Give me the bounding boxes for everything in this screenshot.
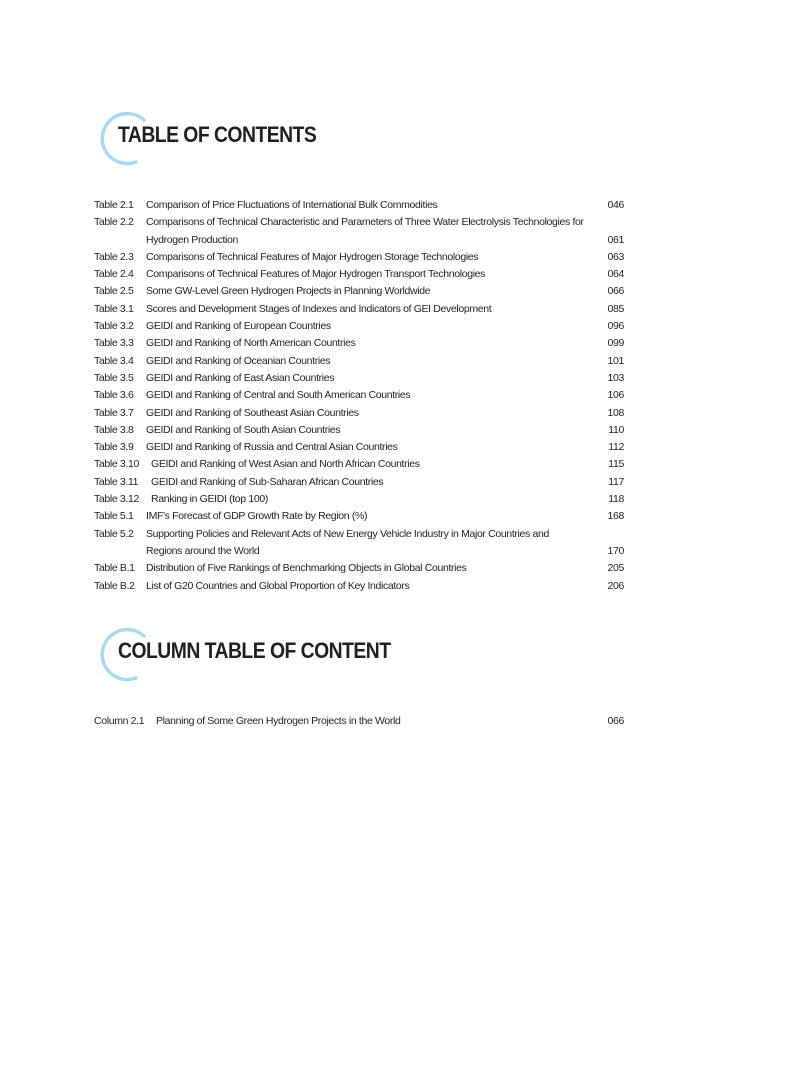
entry-label: Table B.1 <box>94 562 135 575</box>
entry-title: GEIDI and Ranking of Russia and Central Asian Countries <box>146 441 398 454</box>
entry-page-number: 112 <box>608 441 624 454</box>
entry-title: GEIDI and Ranking of Oceanian Countries <box>146 354 331 367</box>
entry-page-number: 101 <box>607 354 624 367</box>
toc-entry[interactable] <box>94 405 624 422</box>
entry-label: Table 3.5 <box>94 371 134 384</box>
entry-title: Comparisons of Technical Features of Major Hydrogen Storage Technologies <box>146 250 479 263</box>
entry-page-number: 061 <box>607 233 624 246</box>
entry-title: Scores and Development Stages of Indexes and Indicators of GEI Development <box>146 302 492 315</box>
entry-label: Table B.2 <box>94 579 135 592</box>
toc-entry[interactable] <box>94 491 624 508</box>
column-toc-list <box>94 713 624 730</box>
toc-entry[interactable] <box>94 283 624 300</box>
entry-page-number: 064 <box>607 268 624 281</box>
toc-entry[interactable] <box>94 335 624 352</box>
toc-entry[interactable] <box>94 439 624 456</box>
entry-title: GEIDI and Ranking of Central and South American Countries <box>146 389 411 402</box>
entry-label: Table 2.4 <box>94 268 134 281</box>
toc-entry[interactable] <box>94 353 624 370</box>
entry-label: Table 3.6 <box>94 389 134 402</box>
entry-label: Table 3.8 <box>94 423 134 436</box>
entry-page-number: 108 <box>607 406 624 419</box>
toc-entry[interactable] <box>94 197 624 214</box>
toc-entry[interactable] <box>94 508 624 525</box>
entry-title: Planning of Some Green Hydrogen Projects in the World <box>156 715 401 727</box>
entry-title: Ranking in GEIDI (top 100) <box>151 493 268 506</box>
toc-entry[interactable] <box>94 370 624 387</box>
entry-page-number: 115 <box>608 458 624 471</box>
entry-title: List of G20 Countries and Global Proportion of Key Indicators <box>146 579 410 592</box>
entry-page-number: 106 <box>607 389 624 402</box>
entry-label: Table 2.2 <box>94 216 134 229</box>
entry-page-number: 099 <box>607 337 624 350</box>
entry-label: Table 2.5 <box>94 285 134 298</box>
toc-entry[interactable] <box>94 713 624 730</box>
entry-label: Table 3.10 <box>94 458 139 471</box>
toc-entry[interactable] <box>94 318 624 335</box>
entry-title: Some GW-Level Green Hydrogen Projects in Planning Worldwide <box>146 285 431 298</box>
entry-label: Column 2.1 <box>94 715 145 727</box>
entry-page-number: 063 <box>607 250 624 263</box>
entry-page-number: 206 <box>607 579 624 592</box>
entry-page-number: 085 <box>607 302 624 315</box>
entry-label: Table 3.1 <box>94 302 134 315</box>
entry-title: GEIDI and Ranking of Southeast Asian Countries <box>146 406 359 419</box>
entry-title: GEIDI and Ranking of South Asian Countries <box>146 423 341 436</box>
toc-entry[interactable] <box>94 301 624 318</box>
toc-list <box>94 197 624 595</box>
entry-label: Table 3.4 <box>94 354 134 367</box>
toc-entry[interactable] <box>94 526 624 561</box>
entry-label: Table 2.3 <box>94 250 134 263</box>
entry-label: Table 3.11 <box>94 475 139 488</box>
entry-page-number: 066 <box>607 285 624 298</box>
toc-entry[interactable] <box>94 266 624 283</box>
entry-title: GEIDI and Ranking of North American Countries <box>146 337 356 350</box>
entry-label: Table 3.9 <box>94 441 134 454</box>
toc-title: TABLE OF CONTENTS <box>118 122 317 147</box>
toc-entry[interactable] <box>94 578 624 595</box>
entry-label: Table 2.1 <box>94 199 134 211</box>
entry-page-number: 066 <box>607 715 624 727</box>
entry-label: Table 3.7 <box>94 406 134 419</box>
entry-page-number: 170 <box>607 544 624 557</box>
toc-entry[interactable] <box>94 422 624 439</box>
entry-title: Comparisons of Technical Features of Major Hydrogen Transport Technologies <box>146 268 486 281</box>
toc-heading <box>94 112 594 172</box>
entry-title: IMF's Forecast of GDP Growth Rate by Region (%) <box>146 510 368 523</box>
toc-entry[interactable] <box>94 560 624 577</box>
entry-label: Table 3.12 <box>94 493 139 506</box>
entry-label: Table 5.1 <box>94 510 134 523</box>
toc-entry[interactable] <box>94 214 624 249</box>
entry-title: Distribution of Five Rankings of Benchmarking Objects in Global Countries <box>146 562 467 575</box>
toc-entry[interactable] <box>94 387 624 404</box>
entry-page-number: 118 <box>608 493 624 506</box>
entry-title: GEIDI and Ranking of Sub-Saharan African Countries <box>151 475 384 488</box>
entry-title: Supporting Policies and Relevant Acts of New Energy Vehicle Industry in Major Countries and Regions around the World <box>146 527 549 557</box>
entry-title: Comparisons of Technical Characteristic and Parameters of Three Water Electrolysis Technologies for Hydrogen Production <box>146 216 584 246</box>
entry-label: Table 3.3 <box>94 337 134 350</box>
entry-page-number: 110 <box>608 423 624 436</box>
column-toc-heading <box>94 628 594 688</box>
column-toc-title: COLUMN TABLE OF CONTENT <box>118 638 391 663</box>
entry-page-number: 103 <box>607 371 624 384</box>
entry-page-number: 117 <box>608 475 624 488</box>
entry-page-number: 096 <box>607 320 624 333</box>
entry-page-number: 168 <box>607 510 624 523</box>
entry-page-number: 205 <box>607 562 624 575</box>
entry-label: Table 3.2 <box>94 320 134 333</box>
entry-title: Comparison of Price Fluctuations of International Bulk Commodities <box>146 199 438 211</box>
entry-title: GEIDI and Ranking of European Countries <box>146 320 331 333</box>
toc-entry[interactable] <box>94 456 624 473</box>
entry-page-number: 046 <box>607 199 624 211</box>
entry-title: GEIDI and Ranking of West Asian and North African Countries <box>151 458 420 471</box>
toc-entry[interactable] <box>94 474 624 491</box>
toc-entry[interactable] <box>94 249 624 266</box>
entry-title: GEIDI and Ranking of East Asian Countries <box>146 371 335 384</box>
entry-label: Table 5.2 <box>94 527 134 540</box>
